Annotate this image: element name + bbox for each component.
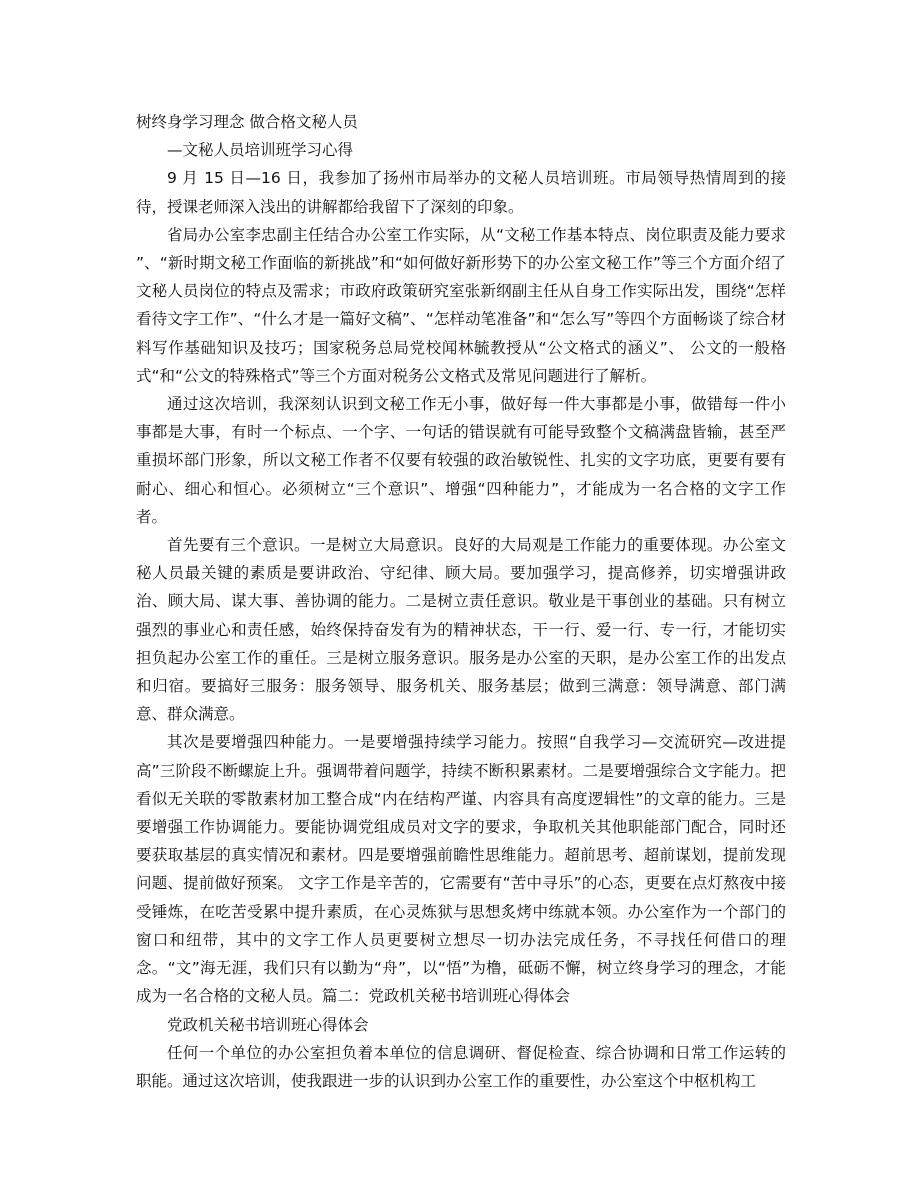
document-page <box>136 108 786 1095</box>
paragraph: 通过这次培训，我深刻认识到文秘工作无小事，做好每一件大事都是小事，做错每一件小事都是大事，有时一个标点、一个字、一句话的错误就有可能导致整个文稿满盘皆输，甚至严重损坏部门形象，所以文秘工作者不仅要有较强的政治敏锐性、扎实的文字功底，更要有要有耐心、细心和恒心。必须树立“三个意识”、增强“四种能力”，才能成为一名合格的文字工作者。 <box>136 395 786 526</box>
paragraph: 省局办公室李忠副主任结合办公室工作实际，从“文秘工作基本特点、岗位职责及能力要求 ”、“新时期文秘工作面临的新挑战”和“如何做好新形势下的办公室文秘工作”等三个方面介绍了文秘人员岗位的特点及需求；市政府政策研究室张新纲副主任从自身工作实际出发，围绕“怎样看待文字工作”、“什么才是一篇好文稿”、“怎样动笔准备”和“怎么写”等四个方面畅谈了综合材料写作基础知识及技巧；国家税务总局党校闻林毓教授从“公文格式的涵义”、 公文的一般格式“和“公文的特殊格式”等三个方面对税务公文格式及常见问题进行了解析。 <box>136 225 786 385</box>
document-subtitle: —文秘人员培训班学习心得 <box>167 141 354 160</box>
paragraph: 其次是要增强四种能力。一是要增强持续学习能力。按照“自我学习—交流研究—改进提高”三阶段不断螺旋上升。强调带着问题学，持续不断积累素材。二是要增强综合文字能力。把看似无关联的零散素材加工整合成“内在结构严谨、内容具有高度逻辑性”的文章的能力。三是要增强工作协调能力。要能协调党组成员对文字的要求，争取机关其他职能部门配合，同时还要获取基层的真实情况和素材。四是要增强前瞻性思维能力。超前思考、超前谋划，提前发现问题、提前做好预案。 文字工作是辛苦的，它需要有“苦中寻乐”的心态，更要在点灯熬夜中接受锤炼，在吃苦受累中提升素质，在心灵炼狱与思想炙烤中练就本领。办公室作为一个部门的窗口和纽带，其中的文字工作人员更要树立想尽一切办法完成任务，不寻找任何借口的理念。“文”海无涯，我们只有以勤为“舟”，以“悟”为橹，砥砺不懈，树立终身学习的理念，才能成为一名合格的文秘人员。篇二：党政机关秘书培训班心得体会 <box>136 733 786 1006</box>
paragraph: 首先要有三个意识。一是树立大局意识。良好的大局观是工作能力的重要体现。办公室文秘人员最关键的素质是要讲政治、守纪律、顾大局。要加强学习，提高修养，切实增强讲政治、顾大局、谋大事、善协调的能力。二是树立责任意识。敬业是干事创业的基础。只有树立强烈的事业心和责任感，始终保持奋发有为的精神状态，干一行、爱一行、专一行，才能切实担负起办公室工作的重任。三是树立服务意识。服务是办公室的天职，是办公室工作的出发点和归宿。要搞好三服务：服务领导、服务机关、服务基层；做到三满意：领导满意、部门满意、群众满意。 <box>136 536 786 724</box>
paragraph: 任何一个单位的办公室担负着本单位的信息调研、督促检查、综合协调和日常工作运转的职能。通过这次培训，使我跟进一步的认识到办公室工作的重要性，办公室这个中枢机构工 <box>136 1043 786 1090</box>
section-heading: 党政机关秘书培训班心得体会 <box>167 1015 369 1034</box>
paragraph: 9 月 15 日—16 日，我参加了扬州市局举办的文秘人员培训班。市局领导热情周到的接待，授课老师深入浅出的讲解都给我留下了深刻的印象。 <box>136 169 786 216</box>
document-title: 树终身学习理念 做合格文秘人员 <box>136 113 358 131</box>
